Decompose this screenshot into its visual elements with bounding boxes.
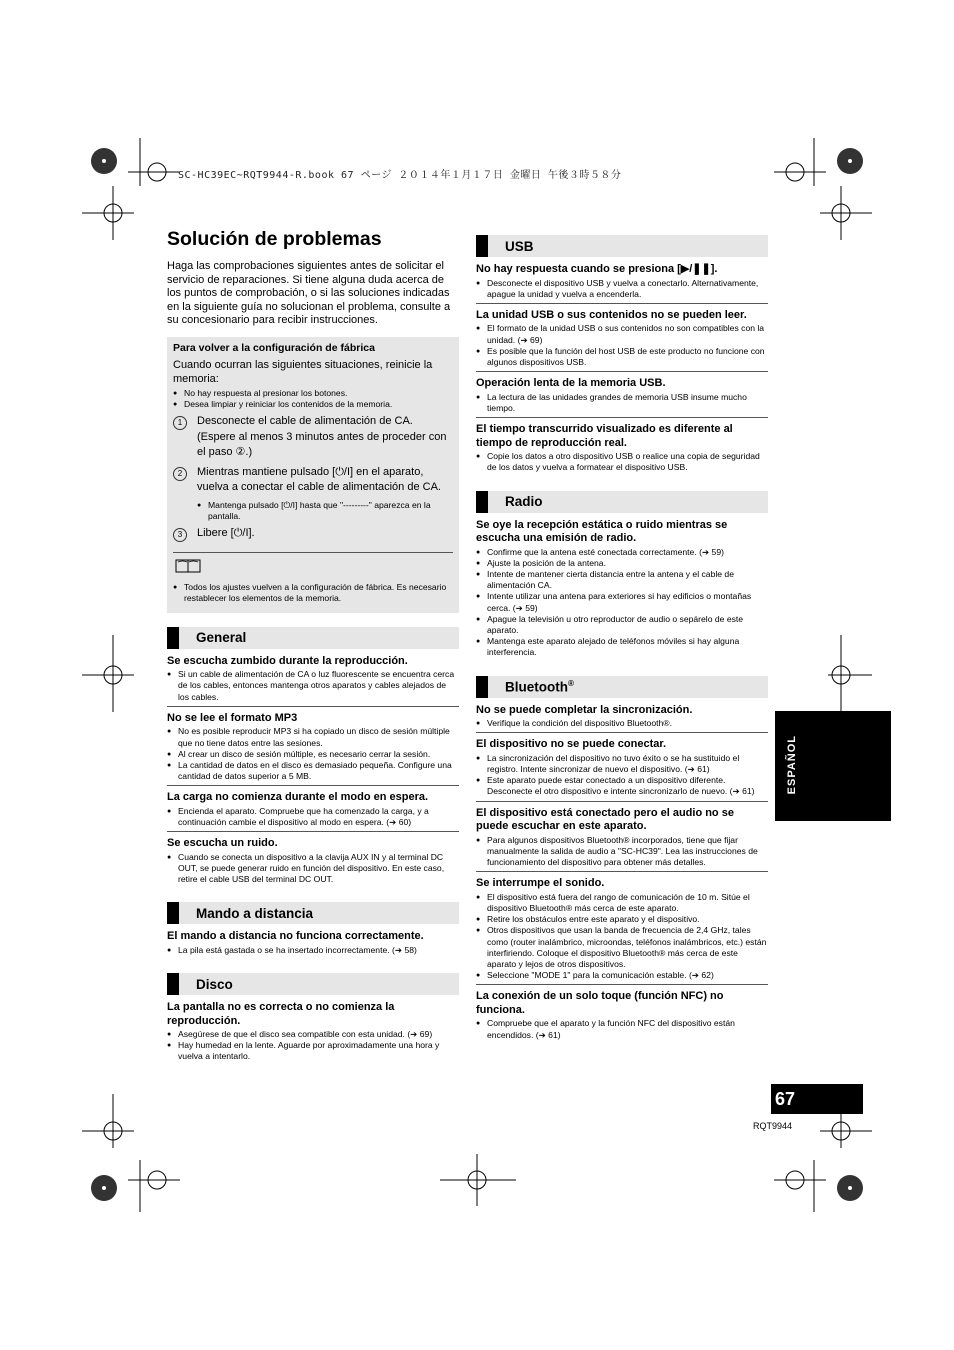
factory-reset-note [173, 582, 453, 604]
step-number: 3 [173, 528, 187, 542]
section-label [505, 239, 534, 254]
left-column [167, 228, 459, 1080]
list-item: ● Compruebe que el aparato y la función NFC del dispositivo están encendidos. (➔ 61) [476, 1018, 768, 1040]
solution-list [476, 278, 768, 300]
troubleshoot-item [167, 837, 459, 888]
problem-heading: No se puede completar la sincronización. [476, 703, 693, 716]
section-label-text: Bluetooth [505, 679, 568, 695]
step-sub-list [197, 500, 453, 522]
troubleshoot-item [476, 877, 768, 985]
list-item: ● Seleccione "MODE 1" para la comunicación estable. (➔ 62) [476, 970, 768, 981]
section-header [167, 973, 459, 995]
list-item: ● Todos los ajustes vuelven a la configuración de fábrica. Es necesario restablecer los elementos de la memoria. [173, 582, 453, 604]
solution-list [476, 547, 768, 659]
section-label [196, 630, 246, 645]
step-2 [173, 465, 453, 522]
solution-list [476, 451, 768, 473]
solution-list [167, 945, 459, 956]
list-item: ● Desconecte el dispositivo USB y vuelva a conectarlo. Alternativamente, apague la unidad y vuelva a encenderla. [476, 278, 768, 300]
section-label-text: Disco [196, 976, 233, 992]
section-bar [167, 627, 179, 649]
list-item: ● La pila está gastada o se ha insertado incorrectamente. (➔ 58) [167, 945, 459, 956]
list-item: ● Es posible que la función del host USB de este producto no funcione con algunos dispositivos USB. [476, 346, 768, 368]
list-item: ● No hay respuesta al presionar los botones. [173, 388, 453, 399]
troubleshoot-item [167, 1001, 459, 1066]
list-item: ● El dispositivo está fuera del rango de comunicación de 10 m. Sitúe el dispositivo Bluetooth® más cerca de este aparato. [476, 892, 768, 914]
problem-heading: Se interrumpe el sonido. [476, 877, 605, 890]
step-text: Libere [⏻/I]. [197, 527, 255, 540]
section-header [167, 902, 459, 924]
solution-list [167, 1029, 459, 1063]
list-item: ● Desea limpiar y reiniciar los contenidos de la memoria. [173, 399, 453, 410]
solution-list [167, 726, 459, 782]
list-item: ● Intente de mantener cierta distancia entre la antena y el cable de alimentación CA. [476, 569, 768, 591]
document-code: RQT9944 [753, 1121, 793, 1131]
section-header [476, 235, 768, 257]
list-item: ● Encienda el aparato. Compruebe que ha comenzado la carga, y a continuación cambie el dispositivo al modo en espera. (➔ 60) [167, 806, 459, 828]
print-header: SC-HC39EC~RQT9944-R.book 67 ページ ２０１４年１月１７日 金曜日 午後３時５８分 [178, 170, 622, 181]
problem-heading: El dispositivo está conectado pero el audio no se puede escuchar en este aparato. [476, 806, 734, 833]
solution-list [476, 323, 768, 368]
list-item: ● Si un cable de alimentación de CA o luz fluorescente se encuentra cerca de los cables, entonces mantenga otros aparatos y cables alejados de los cables. [167, 669, 459, 703]
section-bar [476, 676, 488, 698]
list-item: ● Este aparato puede estar conectado a un dispositivo diferente. Desconecte el otro dispositivo e intente sincronizarlo de nuevo. (➔ 61) [476, 775, 768, 797]
solution-list [476, 1018, 768, 1040]
troubleshoot-item [476, 263, 768, 304]
solution-list [167, 852, 459, 886]
section-header [476, 676, 768, 698]
list-item: ● El formato de la unidad USB o sus contenidos no son compatibles con la unidad. (➔ 69) [476, 323, 768, 345]
page-number: 67 [771, 1084, 863, 1114]
problem-heading: No hay respuesta cuando se presiona [▶/❚❚]. [476, 263, 718, 275]
troubleshoot-item [476, 807, 768, 873]
problem-heading: La pantalla no es correcta o no comienza la reproducción. [167, 1001, 395, 1027]
troubleshoot-item [476, 423, 768, 476]
list-item: ● Retire los obstáculos entre este aparato y el dispositivo. [476, 914, 768, 925]
solution-list [476, 892, 768, 982]
troubleshoot-item [476, 738, 768, 801]
problem-heading: Se oye la recepción estática o ruido mientras se escucha una emisión de radio. [476, 518, 728, 545]
section-header [476, 491, 768, 513]
list-item: ● La lectura de las unidades grandes de memoria USB insume mucho tiempo. [476, 392, 768, 414]
list-item: ● La sincronización del dispositivo no tuvo éxito o se ha sustituido el registro. Intente sincronizar de nuevo el dispositivo. (➔ 61) [476, 753, 768, 775]
problem-heading: El dispositivo no se puede conectar. [476, 738, 667, 751]
section-label [505, 494, 543, 509]
section-bar [167, 973, 179, 995]
divider [173, 552, 453, 553]
factory-reset-text: Cuando ocurran las siguientes situaciones, reinicie la memoria: [173, 358, 433, 385]
section-bar [167, 902, 179, 924]
list-item: ● Hay humedad en la lente. Aguarde por aproximadamente una hora y vuelva a intentarlo. [167, 1040, 459, 1062]
list-item: ● Cuando se conecta un dispositivo a la clavija AUX IN y al terminal DC OUT, se puede generar ruido en función del dispositivo. En este caso, retire el cable USB del terminal DC OUT. [167, 852, 459, 886]
list-item: ● Al crear un disco de sesión múltiple, es necesario cerrar la sesión. [167, 749, 459, 760]
section-label-text: Radio [505, 494, 543, 510]
section-bar [476, 235, 488, 257]
right-column [476, 235, 768, 1058]
section-header [167, 627, 459, 649]
step-text: Desconecte el cable de alimentación de CA. (Espere al menos 3 minutos antes de proceder con el paso ②.) [197, 415, 447, 459]
problem-heading: El tiempo transcurrido visualizado es diferente al tiempo de reproducción real. [476, 423, 733, 449]
list-item: ● Intente utilizar una antena para exteriores si hay edificios o montañas cerca. (➔ 59) [476, 591, 768, 613]
list-item: ● Mantenga pulsado [⏻/I] hasta que "---------" aparezca en la pantalla. [197, 500, 453, 522]
troubleshoot-item [167, 930, 459, 959]
list-item: ● Apague la televisión u otro reproductor de audio o sepárelo de este aparato. [476, 614, 768, 636]
solution-list [476, 718, 768, 729]
list-item: ● Confirme que la antena esté conectada correctamente. (➔ 59) [476, 547, 768, 558]
section-label [505, 679, 574, 695]
troubleshoot-item [167, 791, 459, 832]
list-item: ● La cantidad de datos en el disco es demasiado pequeña. Configure una cantidad de datos superior a 5 MB. [167, 760, 459, 782]
problem-heading: El mando a distancia no funciona correctamente. [167, 930, 424, 943]
section-bar [476, 491, 488, 513]
troubleshoot-item [167, 655, 459, 707]
solution-list [476, 753, 768, 798]
intro-paragraph: Haga las comprobaciones siguientes antes de solicitar el servicio de reparaciones. Si tiene alguna duda acerca de los puntos de comprobación, o si las soluciones indicadas en la siguiente guía no solucionan el problema, consulte a su concesionario para recibir instrucciones. [167, 260, 451, 327]
list-item: ● Ajuste la posición de la antena. [476, 558, 768, 569]
section-label [196, 906, 313, 921]
section-label-text: General [196, 630, 247, 646]
factory-reset-box [167, 337, 459, 613]
troubleshoot-item [167, 712, 459, 787]
troubleshoot-item [476, 704, 768, 734]
problem-heading: No se lee el formato MP3 [167, 711, 298, 724]
page-title: Solución de problemas [167, 228, 382, 250]
troubleshoot-item [476, 519, 768, 662]
troubleshoot-item [476, 309, 768, 372]
problem-heading: Se escucha zumbido durante la reproducción. [167, 654, 408, 667]
problem-heading: La unidad USB o sus contenidos no se pueden leer. [476, 308, 747, 321]
list-item: ● Para algunos dispositivos Bluetooth® incorporados, tiene que fijar manualmente la salida de audio a "SC-HC39". Lea las instrucciones de funcionamiento del dispositivo para obtener más detalles. [476, 835, 768, 869]
step-text: Mientras mantiene pulsado [⏻/I] en el aparato, vuelva a conectar el cable de alimentación de CA. [197, 465, 441, 494]
problem-heading: La carga no comienza durante el modo en espera. [167, 791, 429, 804]
registered-mark: ® [568, 678, 574, 688]
language-tab-label: ESPAÑOL [786, 735, 798, 795]
problem-heading: Operación lenta de la memoria USB. [476, 377, 666, 390]
list-item: ● Asegúrese de que el disco sea compatible con esta unidad. (➔ 69) [167, 1029, 459, 1040]
list-item: ● Otros dispositivos que usan la banda de frecuencia de 2,4 GHz, tales como (router inalámbrico, microondas, teléfonos inalámbricos, etc.) están interfiriendo. Coloque el dispositivo Bluetooth® más cerca de este aparato y lejos de otros dispositivos. [476, 925, 768, 970]
section-label-text: Mando a distancia [196, 905, 314, 921]
solution-list [476, 392, 768, 414]
solution-list [167, 669, 459, 703]
step-1 [173, 414, 453, 461]
section-label [196, 977, 233, 992]
step-number: 2 [173, 467, 187, 481]
factory-reset-heading: Para volver a la configuración de fábrica [173, 341, 375, 354]
left-sections [167, 627, 459, 1066]
solution-list [167, 806, 459, 828]
factory-reset-conditions [173, 388, 453, 410]
solution-list [476, 835, 768, 869]
step-3 [173, 526, 453, 542]
list-item: ● No es posible reproducir MP3 si ha copiado un disco de sesión múltiple que no tiene datos entre las sesiones. [167, 726, 459, 748]
step-number: 1 [173, 416, 187, 430]
list-item: ● Copie los datos a otro dispositivo USB o realice una copia de seguridad de los datos y vuelva a formatear el dispositivo USB. [476, 451, 768, 473]
problem-heading: La conexión de un solo toque (función NFC) no funciona. [476, 990, 724, 1016]
book-note-icon [175, 559, 201, 573]
problem-heading: Se escucha un ruido. [167, 837, 278, 850]
troubleshoot-item [476, 377, 768, 418]
list-item: ● Mantenga este aparato alejado de teléfonos móviles si hay alguna interferencia. [476, 636, 768, 658]
list-item: ● Verifique la condición del dispositivo Bluetooth®. [476, 718, 768, 729]
troubleshoot-item [476, 990, 768, 1043]
section-label-text: USB [505, 238, 534, 254]
